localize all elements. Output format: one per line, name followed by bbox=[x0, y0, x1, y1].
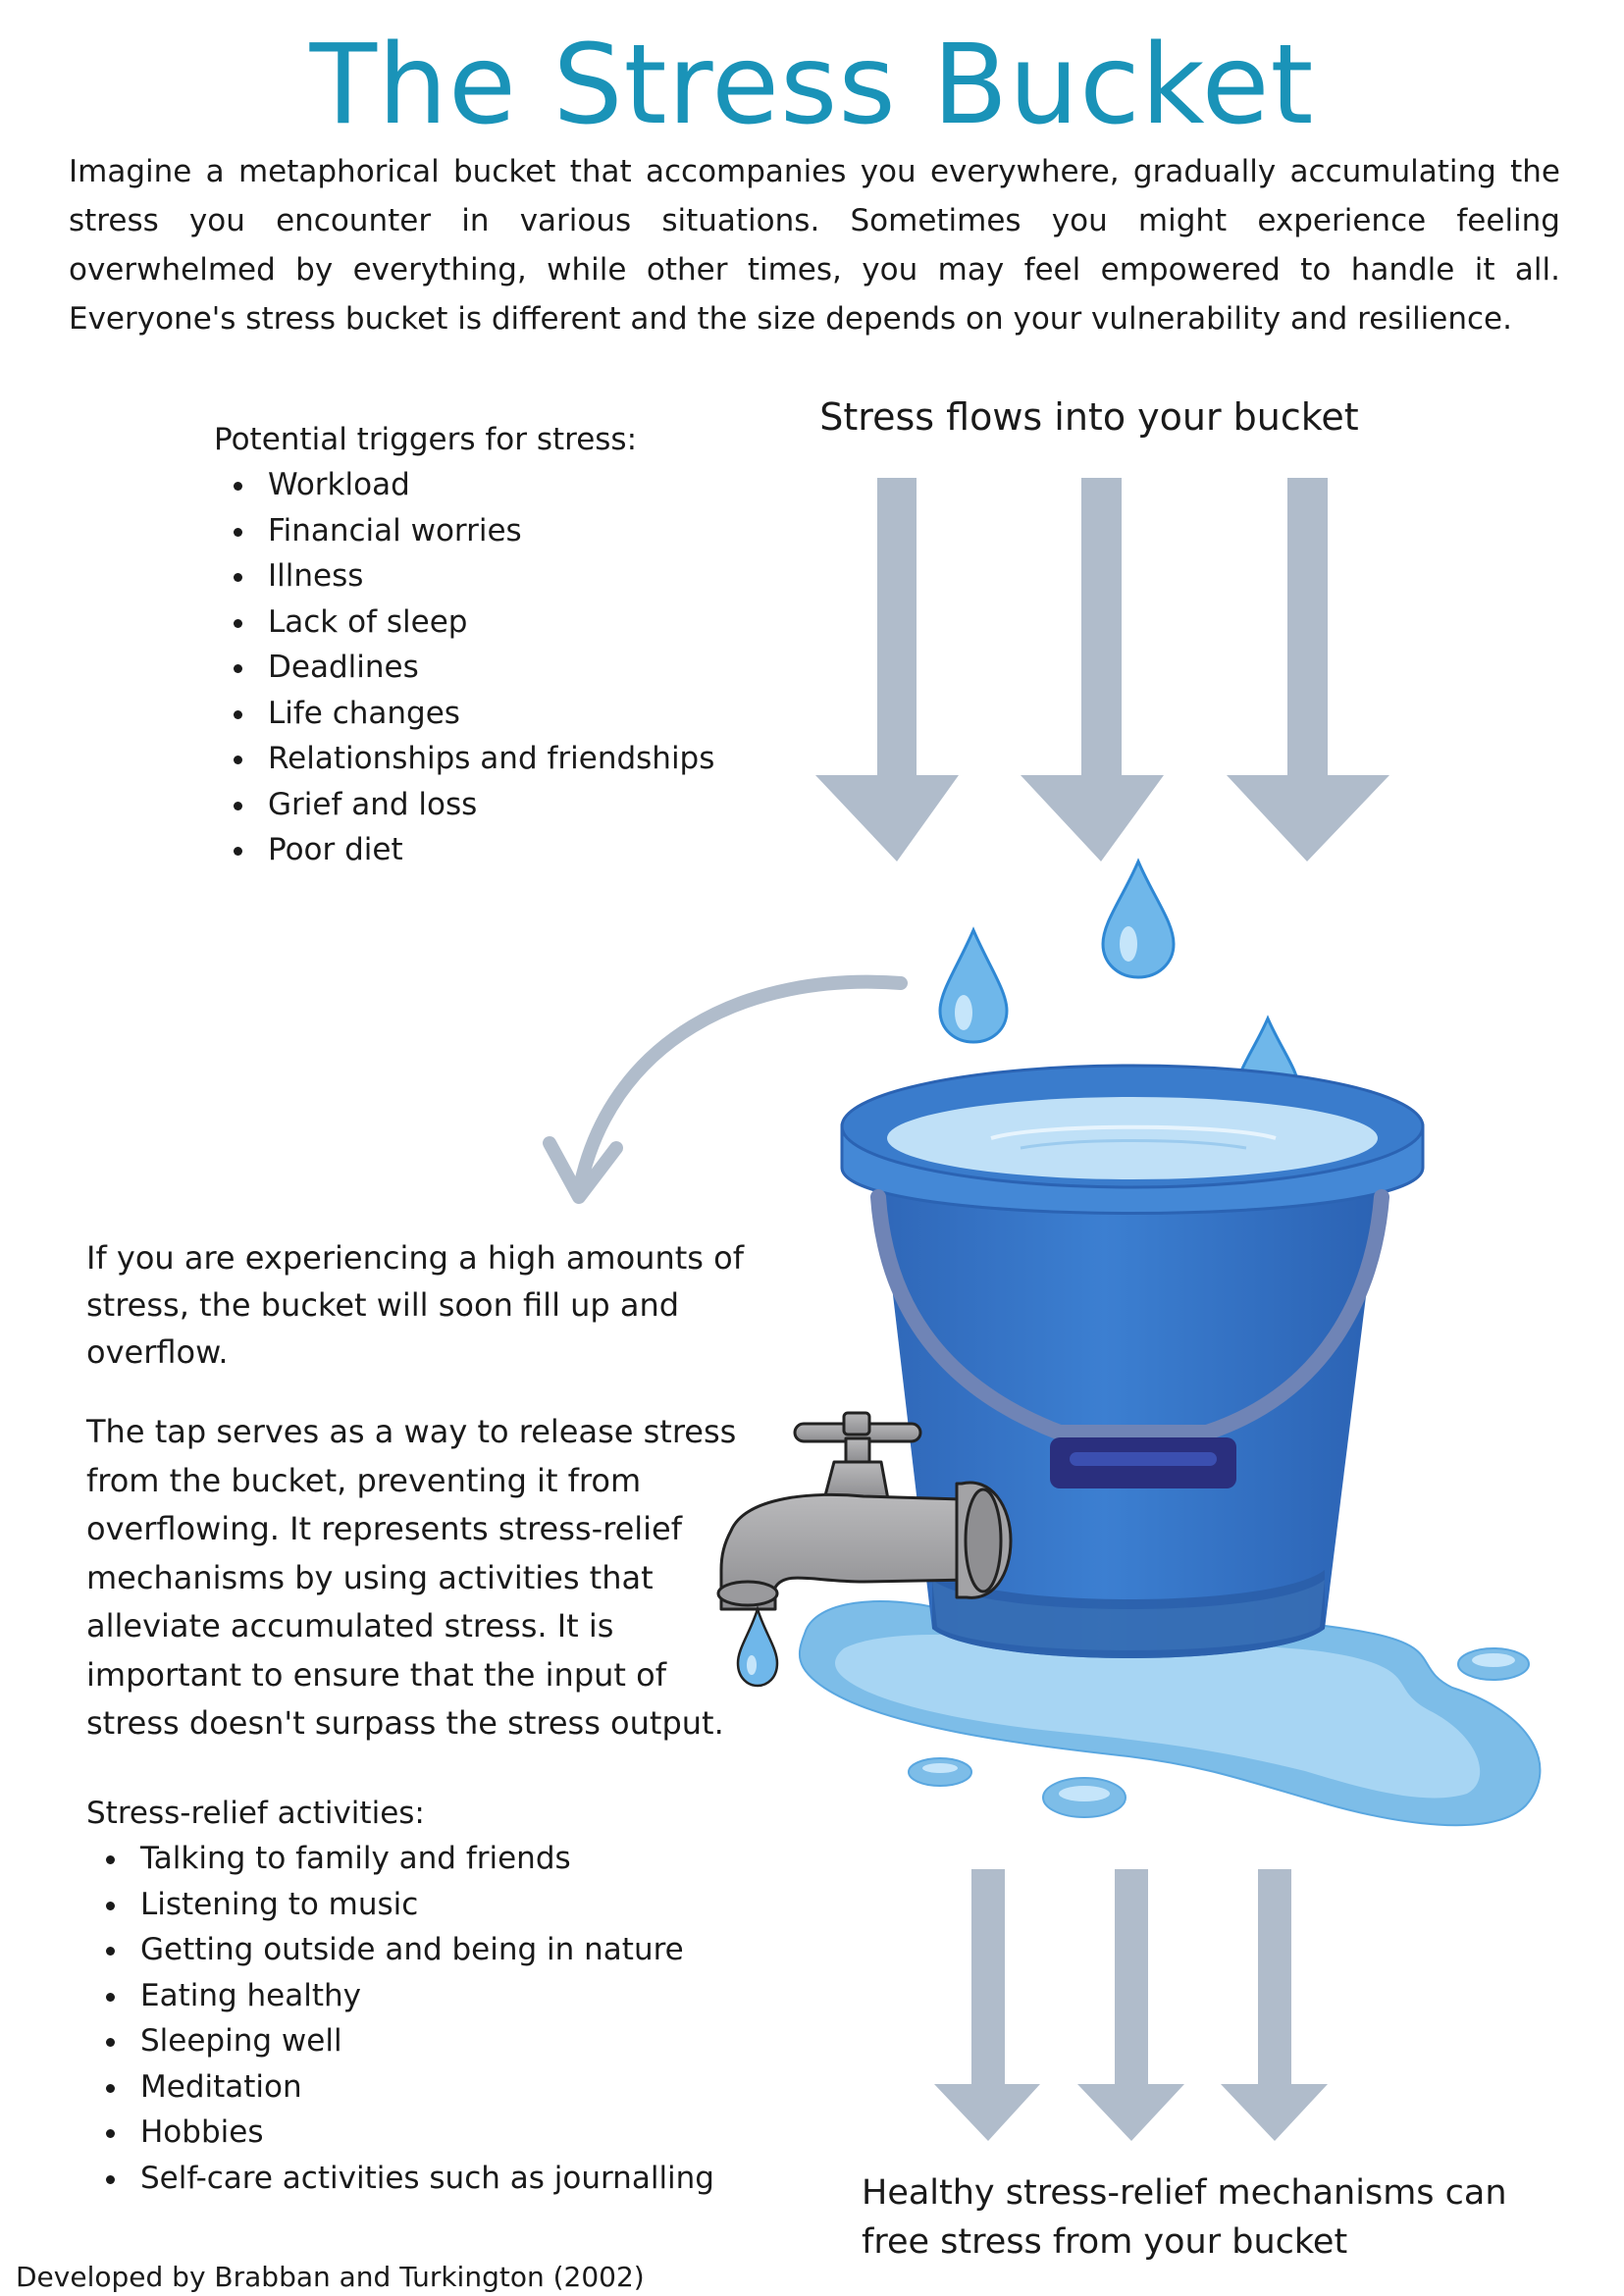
tap-paragraph: The tap serves as a way to release stress from the bucket, preventing it from overflowing. It represents stress-relief mechanisms by using activities that alleviate accumulated stress. It is important to ensure that the input of stress doesn't surpass the stress output. bbox=[86, 1413, 737, 1742]
credit-footer: Developed by Brabban and Turkington (2002) bbox=[16, 2261, 645, 2293]
triggers-list bbox=[214, 417, 822, 873]
flow-in-label: Stress flows into your bucket bbox=[819, 395, 1359, 439]
triggers-heading: Potential triggers for stress: bbox=[214, 422, 638, 457]
list-item: Workload bbox=[214, 462, 822, 508]
down-arrow-icon bbox=[1021, 478, 1164, 861]
puddle-splash bbox=[909, 1758, 971, 1786]
list-item: Listening to music bbox=[86, 1882, 793, 1928]
flow-out-label: Healthy stress-relief mechanisms can free stress from your bucket bbox=[862, 2173, 1507, 2262]
water-drop-icon bbox=[940, 930, 1007, 1042]
list-item: Hobbies bbox=[86, 2110, 793, 2156]
list-item: Self-care activities such as journalling bbox=[86, 2156, 793, 2202]
falling-drops bbox=[940, 861, 1299, 1121]
down-arrow-icon bbox=[1221, 1869, 1328, 2141]
puddle-icon bbox=[800, 1601, 1541, 1825]
relief-heading: Stress-relief activities: bbox=[86, 1796, 425, 1831]
bucket-icon bbox=[842, 1066, 1423, 1658]
list-item: Talking to family and friends bbox=[86, 1836, 793, 1882]
list-item: Illness bbox=[214, 553, 822, 600]
intro-paragraph: Imagine a metaphorical bucket that accompanies you everywhere, gradually accumulating the stress you encounter in various situations. Sometimes you might experience feeling overwhelmed by everything, while other times, you may feel empowered to handle it all. Everyone's stress bucket is different and the size depends on your vulnerability and resilience. bbox=[69, 154, 1560, 337]
list-item: Deadlines bbox=[214, 645, 822, 691]
list-item: Sleeping well bbox=[86, 2018, 793, 2064]
down-arrow-icon bbox=[934, 1869, 1040, 2141]
list-item: Meditation bbox=[86, 2064, 793, 2111]
water-drop-icon bbox=[1236, 1018, 1299, 1121]
overflow-paragraph: If you are experiencing a high amounts of stress, the bucket will soon fill up and overflow. bbox=[86, 1239, 744, 1371]
list-item: Poor diet bbox=[214, 827, 822, 873]
curved-arrow-icon bbox=[550, 982, 901, 1197]
relief-activities-list bbox=[86, 1791, 793, 2201]
page-title: The Stress Bucket bbox=[309, 22, 1315, 149]
list-item: Lack of sleep bbox=[214, 600, 822, 646]
list-item: Eating healthy bbox=[86, 1973, 793, 2019]
down-arrow-icon bbox=[815, 478, 959, 861]
tap-icon bbox=[718, 1413, 1011, 1609]
puddle-splash bbox=[1458, 1648, 1529, 1680]
list-item: Financial worries bbox=[214, 508, 822, 554]
down-arrow-icon bbox=[1077, 1869, 1184, 2141]
water-drop-icon bbox=[1103, 861, 1174, 977]
list-item: Grief and loss bbox=[214, 782, 822, 828]
down-arrow-icon bbox=[1227, 478, 1389, 861]
list-item: Getting outside and being in nature bbox=[86, 1927, 793, 1973]
outflow-arrows bbox=[934, 1869, 1328, 2141]
list-item: Relationships and friendships bbox=[214, 736, 822, 782]
list-item: Life changes bbox=[214, 691, 822, 737]
inflow-arrows bbox=[815, 478, 1389, 861]
puddle-splash bbox=[1043, 1778, 1126, 1817]
